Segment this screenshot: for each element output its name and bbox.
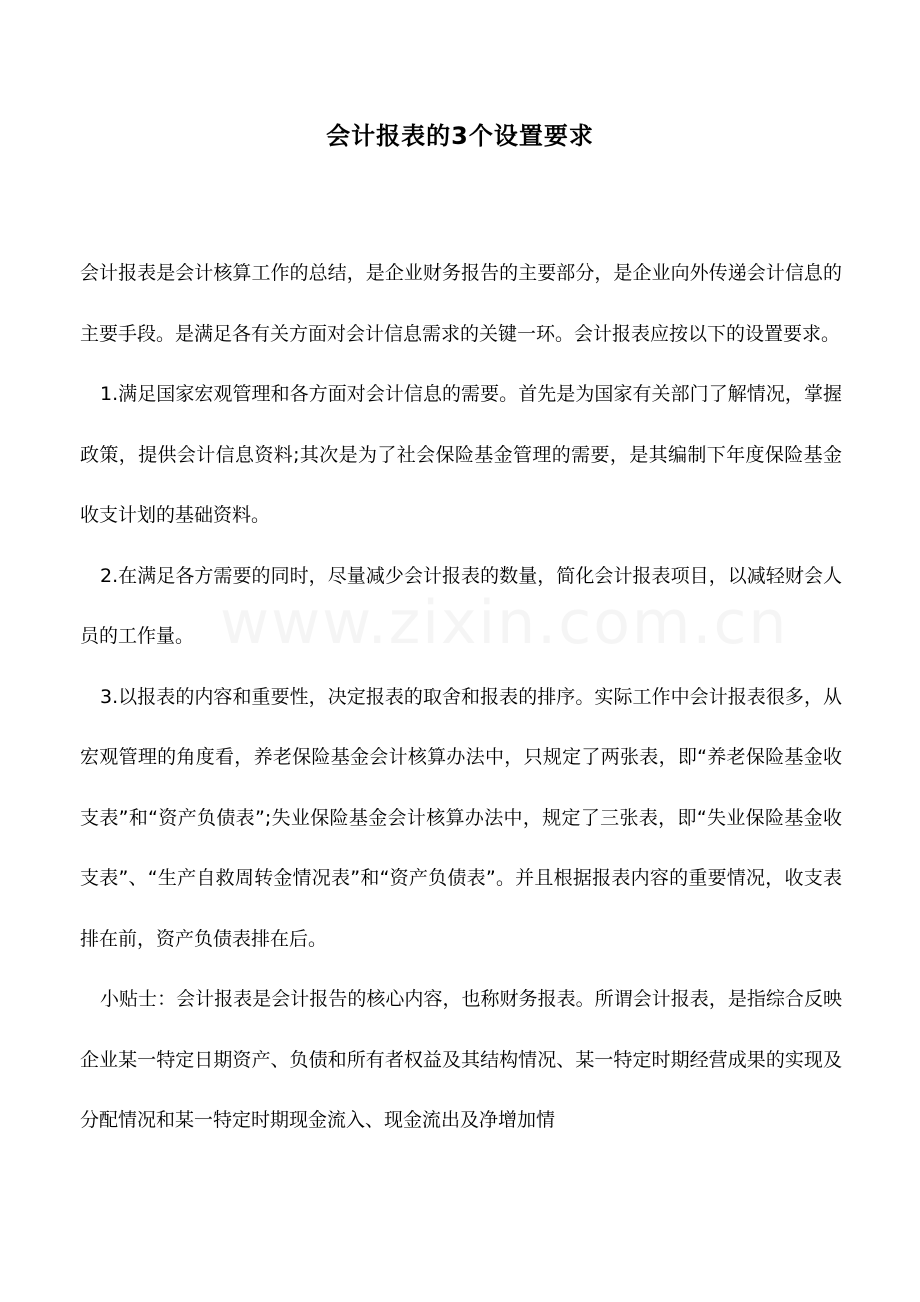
tip-paragraph: 小贴士：会计报表是会计报告的核心内容，也称财务报表。所谓会计报表，是指综合反映企业某一特定日期资产、负债和所有者权益及其结构情况、某一特定时期经营成果的实现及分配情况和某一特定时期现金流入、现金流出及净增加情 xyxy=(80,988,842,1131)
requirement-1-paragraph: 1.满足国家宏观管理和各方面对会计信息的需要。首先是为国家有关部门了解情况，掌握政策，提供会计信息资料;其次是为了社会保险基金管理的需要，是其编制下年度保险基金收支计划的基础资料。 xyxy=(80,383,842,526)
requirement-3-paragraph: 3.以报表的内容和重要性，决定报表的取舍和报表的排序。实际工作中会计报表很多，从宏观管理的角度看，养老保险基金会计核算办法中，只规定了两张表，即“养老保险基金收支表”和“资产负债表”;失业保险基金会计核算办法中，规定了三张表，即“失业保险基金收支表”、“生产自救周转金情况表”和“资产负债表”。并且根据报表内容的重要情况，收支表排在前，资产负债表排在后。 xyxy=(80,685,842,950)
document-title: 会计报表的3个设置要求 xyxy=(326,122,594,150)
requirement-2-paragraph: 2.在满足各方需要的同时，尽量减少会计报表的数量，简化会计报表项目，以减轻财会人员的工作量。 xyxy=(80,564,842,647)
watermark: www.zixin.com.cn xyxy=(220,588,789,658)
document-body xyxy=(80,243,842,1151)
intro-paragraph: 会计报表是会计核算工作的总结，是企业财务报告的主要部分，是企业向外传递会计信息的主要手段。是满足各有关方面对会计信息需求的关键一环。会计报表应按以下的设置要求。 xyxy=(80,262,842,345)
